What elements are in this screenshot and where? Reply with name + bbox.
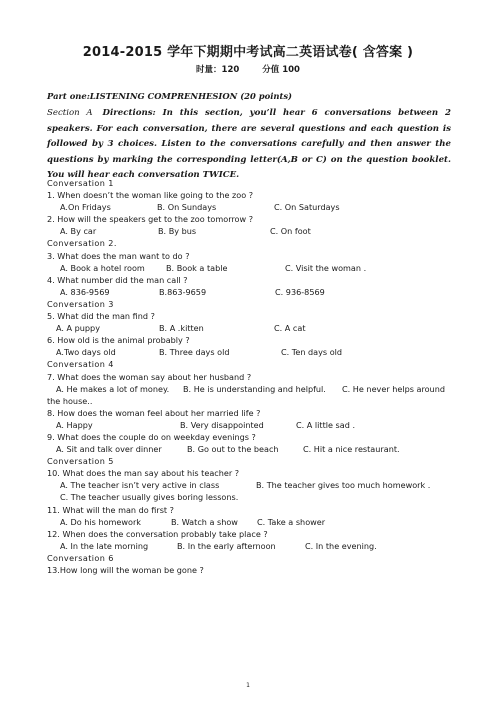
time-limit: 时量：120 <box>196 65 240 75</box>
option-a: A. Do his homework <box>60 516 141 527</box>
option-b: B. By bus <box>158 226 197 237</box>
conversation-label: Conversation 4 <box>47 359 114 370</box>
page-number: 1 <box>246 682 250 689</box>
conversation-label: Conversation 6 <box>47 552 114 563</box>
option-b: B. Three days old <box>159 347 230 358</box>
option-a: A.On Fridays <box>60 202 111 213</box>
option-row <box>47 491 457 503</box>
question-text: 3. What does the man want to do ? <box>47 250 190 261</box>
option-row <box>47 322 457 334</box>
questions-area <box>47 177 457 576</box>
option-row <box>47 419 457 431</box>
option-row <box>47 201 457 213</box>
option-b: B. He is understanding and helpful. <box>183 383 326 394</box>
question-text: 8. How does the woman feel about her married life ? <box>47 407 261 418</box>
exam-subtitle <box>0 63 496 75</box>
option-a: A. 836-9569 <box>60 286 110 297</box>
option-b: B. In the early afternoon <box>177 540 276 551</box>
question-text: 4. What number did the man call ? <box>47 274 188 285</box>
directions-paragraph <box>47 106 451 184</box>
option-a: A. By car <box>60 226 97 237</box>
option-b: B. Very disappointed <box>180 419 264 430</box>
option-a: A. Happy <box>56 419 93 430</box>
option-c: C. A cat <box>274 323 306 334</box>
option-row <box>47 479 457 491</box>
question-text: 12. When does the conversation probably take place ? <box>47 528 268 539</box>
question-text: 9. What does the couple do on weekday evenings ? <box>47 431 256 442</box>
option-b: B. Book a table <box>166 262 228 273</box>
option-c: C. On Saturdays <box>274 202 340 213</box>
option-c: C. A little sad . <box>296 419 356 430</box>
option-b: B. On Sundays <box>157 202 217 213</box>
option-c: C. In the evening. <box>305 540 377 551</box>
option-c: C. 936-8569 <box>275 286 325 297</box>
option-row <box>47 383 457 395</box>
option-a: A. In the late morning <box>60 540 149 551</box>
option-row <box>47 443 457 455</box>
option-a: A. The teacher isn’t very active in class <box>60 480 220 491</box>
option-b: B. Watch a show <box>171 516 238 527</box>
exam-title: 2014-2015 学年下期期中考试高二英语试卷( 含答案 ) <box>82 45 414 60</box>
option-row <box>47 225 457 237</box>
option-c: C. Ten days old <box>281 347 343 358</box>
option-row <box>47 540 457 552</box>
conversation-label: Conversation 3 <box>47 298 114 309</box>
option-b: B. A .kitten <box>159 323 204 334</box>
option-c: C. Hit a nice restaurant. <box>303 444 400 455</box>
section-label: Section A <box>47 108 93 118</box>
option-c: C. He never helps around <box>342 383 445 394</box>
conversation-label: Conversation 2. <box>47 238 117 249</box>
directions-text: Directions: In this section, you’ll hear 6 conversations between 2 speakers. For each conversation, there are several questions and each question is followed by 3 choices. Listen to the conversations carefully and then answer the questions by marking the corresponding letter(A,B or C) on the question booklet. You will hear each conversation TWICE. <box>47 108 451 180</box>
option-a: A. He makes a lot of money. <box>56 383 170 394</box>
question-text: 2. How will the speakers get to the zoo tomorrow ? <box>47 214 253 225</box>
conversation-label: Conversation 5 <box>47 456 114 467</box>
option-a: A. A puppy <box>56 323 100 334</box>
option-a: A.Two days old <box>56 347 116 358</box>
option-row <box>47 286 457 298</box>
option-a: A. Book a hotel room <box>60 262 145 273</box>
option-c: C. On foot <box>270 226 311 237</box>
question-text: 7. What does the woman say about her husband ? <box>47 371 252 382</box>
option-c: C. The teacher usually gives boring lessons. <box>60 492 239 503</box>
option-row <box>47 516 457 528</box>
option-continuation: the house.. <box>47 395 93 406</box>
option-c: C. Take a shower <box>257 516 326 527</box>
question-text: 10. What does the man say about his teacher ? <box>47 468 240 479</box>
option-b: B.863-9659 <box>159 286 207 297</box>
option-b: B. The teacher gives too much homework . <box>256 480 431 491</box>
conversation-label: Conversation 1 <box>47 178 114 188</box>
option-b: B. Go out to the beach <box>187 444 279 455</box>
question-text: 13.How long will the woman be gone ? <box>47 565 204 575</box>
question-text: 1. When doesn’t the woman like going to the zoo ? <box>47 190 254 201</box>
part-title: Part one:LISTENING COMPRENHESION (20 points) <box>47 91 293 101</box>
option-c: C. Visit the woman . <box>285 262 367 273</box>
option-a: A. Sit and talk over dinner <box>56 444 162 455</box>
question-text: 5. What did the man find ? <box>47 311 155 322</box>
option-row <box>47 346 457 358</box>
question-text: 11. What will the man do first ? <box>47 504 174 515</box>
option-row <box>47 262 457 274</box>
question-text: 6. How old is the animal probably ? <box>47 335 190 346</box>
total-score: 分值 100 <box>262 65 300 75</box>
